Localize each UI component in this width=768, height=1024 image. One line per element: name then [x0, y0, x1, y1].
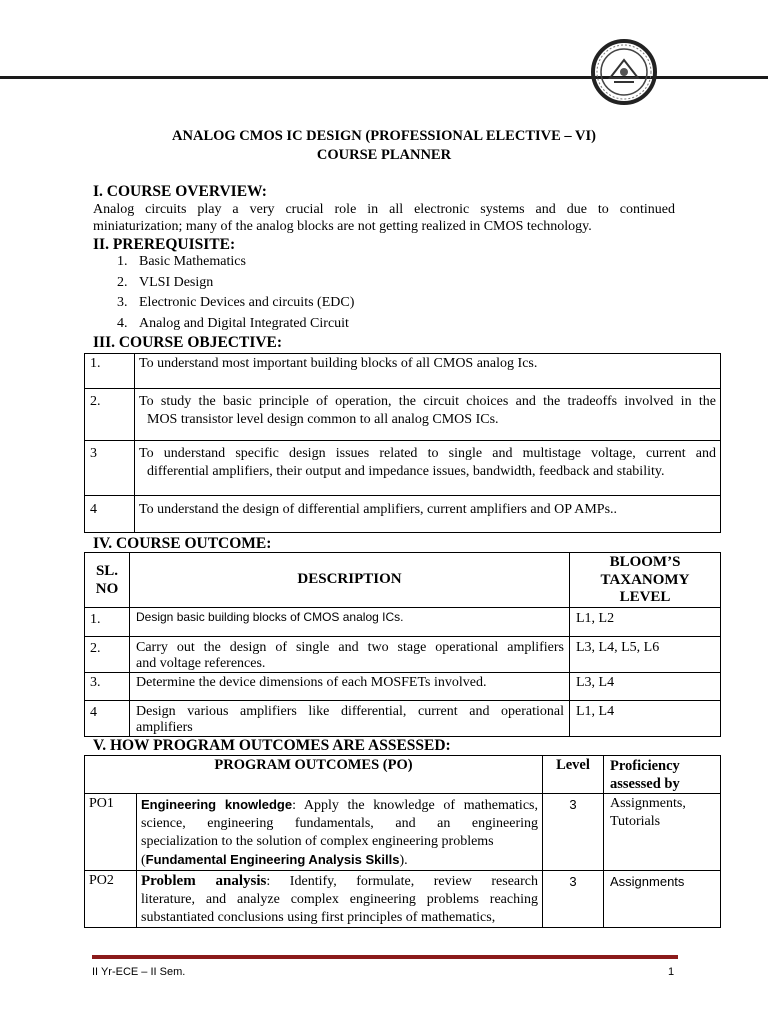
table-row: 4 To understand the design of differential amplifiers, current amplifiers and OP AMPs..	[85, 496, 721, 533]
table-row: 4 Design various amplifiers like differential, current and operational amplifiers L1, L4	[85, 700, 721, 736]
program-outcomes-table	[84, 755, 721, 928]
institution-seal-icon	[590, 38, 658, 106]
table-header-row: PROGRAM OUTCOMES (PO) Level Proficiency assessed by	[85, 756, 721, 794]
footer-rule	[92, 955, 678, 959]
section-heading: II. PREREQUISITE:	[93, 236, 236, 253]
list-item: 3. Electronic Devices and circuits (EDC)	[117, 295, 355, 310]
table-row: 1. Design basic building blocks of CMOS analog ICs. L1, L2	[85, 607, 721, 636]
objectives-table	[84, 353, 721, 533]
section-heading: V. HOW PROGRAM OUTCOMES ARE ASSESSED:	[93, 737, 451, 754]
list-item: 2. VLSI Design	[117, 275, 214, 290]
section-heading: IV. COURSE OUTCOME:	[93, 535, 272, 552]
list-item: 4. Analog and Digital Integrated Circuit	[117, 316, 349, 331]
section-heading: I. COURSE OVERVIEW:	[93, 183, 267, 200]
table-row: PO2 Problem analysis: Identify, formulate, review research literature, and analyze complex engineering problems reaching substantiated conclusions using first principles of mathematics, 3 Assignments	[85, 871, 721, 928]
overview-text: Analog circuits play a very crucial role in all electronic systems and due to continued	[93, 202, 675, 217]
table-row: 2. To study the basic principle of operation, the circuit choices and the tradeoffs involved in the MOS transistor level design common to all analog CMOS ICs.	[85, 389, 721, 441]
table-row: 2. Carry out the design of single and two stage operational amplifiers and voltage references. L3, L4, L5, L6	[85, 636, 721, 672]
table-header-row: SL. NO DESCRIPTION BLOOM’S TAXANOMY LEVEL	[85, 553, 721, 608]
footer-course-label: II Yr-ECE – II Sem.	[92, 966, 186, 978]
section-heading: III. COURSE OBJECTIVE:	[93, 334, 283, 351]
outcomes-table	[84, 552, 721, 737]
table-row: 3. Determine the device dimensions of each MOSFETs involved. L3, L4	[85, 672, 721, 700]
doc-title: ANALOG CMOS IC DESIGN (PROFESSIONAL ELECTIVE – VI)	[172, 128, 596, 144]
overview-text: miniaturization; many of the analog blocks are not getting realized in CMOS technology.	[93, 219, 592, 234]
doc-subtitle: COURSE PLANNER	[316, 147, 452, 163]
table-row: PO1 Engineering knowledge: Apply the knowledge of mathematics, science, engineering fundamentals, and an engineering specialization to the solution of complex engineering problems (Fundamental Engineering Analysis Skills). 3 Assignments, Tutorials	[85, 794, 721, 871]
table-row: 1. To understand most important building blocks of all CMOS analog Ics.	[85, 354, 721, 389]
page-number: 1	[668, 966, 675, 978]
table-row: 3 To understand specific design issues related to single and multistage voltage, current and differential amplifiers, their output and impedance issues, bandwidth, feedback and stability.	[85, 441, 721, 496]
list-item: 1. Basic Mathematics	[117, 254, 246, 269]
